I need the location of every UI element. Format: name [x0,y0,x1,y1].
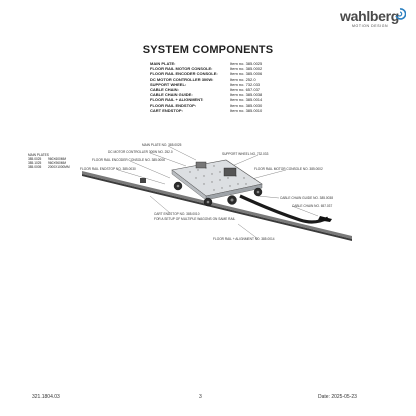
spec-value: Item no. 385.0006 [230,71,263,77]
spec-label: FLOOR RAIL ENDSTOP: [150,102,197,108]
callout-motor-console: FLOOR RAIL MOTOR CONSOLE NO. 385.0002 [254,167,323,171]
spec-value: Item no. 252.0 [230,76,256,82]
spec-label: FLOOR RAIL ENCODER CONSOLE: [150,71,218,77]
callout-support-wheel: SUPPORT WHEEL NO. 732.033 [222,152,269,156]
spec-value: Item no. 385.0030 [230,102,263,108]
plate-size: 2000X1000MM [48,165,70,169]
plate-size: 960X960MM [48,161,67,165]
spec-label: FLOOR RAIL MOTOR CONSOLE: [150,66,213,72]
callout-dc-motor: DC MOTOR CONTROLLER 300W NO. 252.0 [108,150,173,154]
spec-label: CART ENDSTOP: [150,107,183,113]
spec-label: SUPPORT WHEEL: [150,81,187,87]
callout-cart-endstop: CART ENDSTOP NO. 385.0010 [154,212,200,216]
footer-page-number: 3 [199,394,202,400]
spec-label: CABLE CHAIN GUIDE: [150,92,193,98]
spec-value: Item no. 732.033 [230,81,261,87]
spec-label: MAIN PLATE: [150,61,176,66]
callout-main-plate: MAIN PLATE NO. 385.0025 [142,143,182,147]
plate-number: 385.0025 [28,157,42,161]
callout-floor-rail: FLOOR RAIL + ALIGNMENT NO. 385.0014 [213,237,275,241]
dc-motor-controller [196,162,206,168]
spec-value: Item no. 385.0038 [230,92,263,98]
plate-size: 960X600MM [48,157,67,161]
logo-tagline: MOTION DESIGN [352,24,389,28]
main-plates-heading: MAIN PLATES [28,153,49,157]
spec-value: Item no. 657.037 [230,86,261,92]
callout-floor-endstop: FLOOR RAIL ENDSTOP NO. 385.0030 [80,167,136,171]
footer-date: Date: 2025-05-23 [318,394,357,400]
page-title: SYSTEM COMPONENTS [142,44,274,56]
callout-chain-guide: CABLE CHAIN GUIDE NO. 385.0038 [280,196,333,200]
callout-cable-chain: CABLE CHAIN NO. 657.037 [292,204,333,208]
spec-value: Item no. 385.0014 [230,97,263,103]
spec-label: CABLE CHAIN: [150,86,179,92]
spec-label: DC MOTOR CONTROLLER 300W: [150,76,214,82]
spec-label: FLOOR RAIL + ALIGNMENT: [150,97,204,103]
callout-cart-note: FOR A SETUP OF MULTIPLE WAGONS ON SAME RAIL [154,217,236,221]
logo-wordmark: wahlberg [340,8,400,24]
spec-value: Item no. 385.0010 [230,107,263,113]
footer-doc-number: 321.1804.03 [32,394,60,400]
callout-encoder-console: FLOOR RAIL ENCODER CONSOLE NO. 385.0006 [92,158,165,162]
plate-number: 385.0005 [28,165,42,169]
floor-rail-endstop [140,178,146,183]
motor-console [224,168,236,176]
spec-value: Item no. 385.0025 [230,61,263,66]
spec-value: Item no. 385.0002 [230,66,263,72]
plate-number: 385.1025 [28,161,42,165]
